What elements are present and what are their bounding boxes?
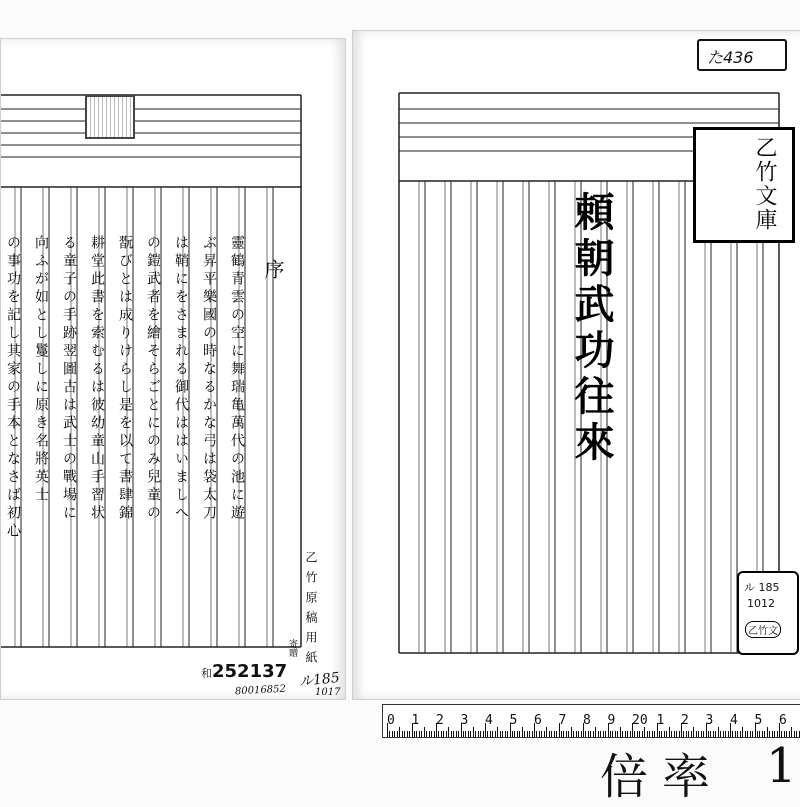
preface-column: 向ふが如とし鬘しに原き名將英士: [33, 235, 49, 505]
library-seal-text: 乙竹文庫: [752, 136, 777, 232]
ruler-tick: [407, 731, 408, 737]
ruler-tick: [732, 731, 733, 737]
call-number-tag: [697, 39, 787, 71]
ruler-tick: [637, 731, 638, 737]
ruler-tick: [737, 731, 738, 737]
ruler-tick: [404, 731, 405, 737]
ruler-tick: [634, 731, 635, 737]
catalog-number-prefix: 和: [201, 667, 212, 680]
small-seal-stamp: [85, 95, 135, 139]
ruler-tick: [686, 731, 687, 737]
ruler-tick: [784, 731, 785, 737]
manuscript-paper-label: 乙竹原稿用紙: [304, 551, 318, 671]
ruler-tick: [789, 731, 790, 737]
right-manuscript-page: [352, 30, 800, 700]
ruler-tick: [698, 731, 699, 737]
ruler-tick: [451, 731, 452, 737]
ruler-digit: 7: [558, 713, 567, 728]
ruler-tick: [456, 731, 457, 737]
ruler-tick: [434, 731, 435, 737]
ruler-tick: [772, 731, 773, 737]
ruler-tick: [794, 731, 795, 737]
ruler-tick: [529, 731, 530, 737]
ruler-tick: [757, 731, 758, 737]
ruler-tick: [759, 731, 760, 737]
ruler-tick: [669, 727, 670, 737]
ruler-digit: 2: [681, 713, 689, 728]
ruler-tick: [742, 727, 743, 737]
ruler-tick: [647, 731, 648, 737]
ruler-tick: [470, 731, 471, 737]
ruler-tick: [549, 731, 550, 737]
ruler-tick: [723, 731, 724, 737]
ruler-tick: [679, 731, 680, 737]
measurement-ruler: [382, 704, 800, 738]
ruler-tick: [652, 731, 653, 737]
ruler-tick: [713, 731, 714, 737]
ruler-tick: [781, 731, 782, 737]
ruler-tick: [500, 731, 501, 737]
ruler-tick: [416, 731, 417, 737]
ruler-tick: [541, 731, 542, 737]
ruler-tick: [527, 731, 528, 737]
ruler-tick: [745, 731, 746, 737]
ruler-tick: [522, 727, 523, 737]
ruler-tick: [421, 731, 422, 737]
ruler-digit: 20: [632, 713, 648, 728]
ruler-tick: [639, 731, 640, 737]
ruler-tick: [610, 731, 611, 737]
ruler-tick: [448, 727, 449, 737]
ruler-tick: [429, 731, 430, 737]
ruler-tick: [519, 731, 520, 737]
ruler-tick: [718, 727, 719, 737]
ruler-tick: [683, 731, 684, 737]
ruler-tick: [769, 731, 770, 737]
ruler-tick: [764, 731, 765, 737]
ruler-tick: [691, 731, 692, 737]
ruler-tick: [507, 731, 508, 737]
ruler-digit: 5: [754, 713, 763, 728]
left-manuscript-page: [0, 38, 346, 700]
ruler-tick: [581, 731, 582, 737]
ruler-tick: [556, 731, 557, 737]
ruler-tick: [505, 731, 506, 737]
ruler-tick: [725, 731, 726, 737]
ruler-tick: [453, 731, 454, 737]
ruler-tick: [605, 731, 606, 737]
ruler-tick: [478, 731, 479, 737]
ruler-tick: [767, 727, 768, 737]
ruler-tick: [539, 731, 540, 737]
ruler-tick: [571, 727, 572, 737]
ruler-tick: [595, 727, 596, 737]
ruler-tick: [774, 731, 775, 737]
ruler-tick: [710, 731, 711, 737]
magnification-label: 倍率: [600, 749, 725, 805]
ruler-tick: [585, 731, 586, 737]
ruler-tick: [622, 731, 623, 737]
ruler-tick: [463, 731, 464, 737]
ruler-digit: 8: [583, 713, 591, 728]
ruler-tick: [799, 731, 800, 737]
ruler-tick: [402, 731, 403, 737]
ruler-tick: [786, 731, 787, 737]
ruler-tick: [796, 731, 797, 737]
ruler-tick: [468, 731, 469, 737]
ruler-tick: [630, 731, 631, 737]
red-library-seal: [693, 127, 795, 243]
ruler-tick: [708, 731, 709, 737]
ruler-tick: [671, 731, 672, 737]
donation-stamp-label: 寄贈: [287, 639, 297, 657]
ruler-digit: 3: [460, 713, 469, 728]
preface-heading: 序: [261, 259, 285, 279]
ruler-tick: [676, 731, 677, 737]
ruler-tick: [426, 731, 427, 737]
ruler-digit: 6: [779, 713, 787, 728]
ruler-tick: [397, 731, 398, 737]
ruler-tick: [475, 731, 476, 737]
preface-column: 靈鶴青雲の空に舞瑞亀萬代の池に遊: [229, 235, 245, 523]
ruler-tick: [777, 731, 778, 737]
ruler-tick: [446, 731, 447, 737]
ruler-tick: [419, 731, 420, 737]
ruler-tick: [492, 731, 493, 737]
ruler-tick: [568, 731, 569, 737]
ruler-tick: [747, 731, 748, 737]
ruler-tick: [409, 731, 410, 737]
ruler-digit: 9: [607, 713, 616, 728]
ruler-digit: 5: [509, 713, 518, 728]
label-line-3: 乙竹文: [745, 621, 781, 638]
label-line-1: ル 185: [744, 581, 780, 594]
ruler-tick: [617, 731, 618, 737]
shelf-mark-line1: ル185: [298, 669, 341, 691]
library-label-box: [737, 571, 799, 655]
ruler-tick: [664, 731, 665, 737]
ruler-tick: [554, 731, 555, 737]
ruler-digit: 1: [411, 713, 420, 728]
ruler-tick: [661, 731, 662, 737]
ruler-tick: [392, 731, 393, 737]
ruler-tick: [551, 731, 552, 737]
ruler-digit: 1: [656, 713, 665, 728]
ruler-tick: [512, 731, 513, 737]
ruler-tick: [740, 731, 741, 737]
ruler-tick: [414, 731, 415, 737]
handwritten-sub-number: 80016852: [234, 683, 287, 698]
ruler-tick: [735, 731, 736, 737]
ruler-digit: 4: [730, 713, 738, 728]
ruler-digit: 3: [705, 713, 714, 728]
ruler-tick: [752, 731, 753, 737]
book-title: 頼朝武功往來: [568, 191, 615, 467]
ruler-tick: [438, 731, 439, 737]
ruler-tick: [441, 731, 442, 737]
ruler-tick: [701, 731, 702, 737]
magnification-value: 1: [766, 738, 797, 794]
ruler-tick: [458, 731, 459, 737]
preface-column: 耕堂此書を索むるは彼幼童山手習状: [89, 235, 105, 523]
preface-column: は鞘にをさまれる御代ははいましへ: [173, 235, 189, 523]
catalog-number-value: 252137: [212, 661, 288, 682]
ruler-tick: [532, 731, 533, 737]
ruler-tick: [497, 727, 498, 737]
ruler-tick: [728, 731, 729, 737]
ruler-tick: [563, 731, 564, 737]
ruler-tick: [490, 731, 491, 737]
preface-column: 翫びとは成りけらし是を以て書肆錦: [117, 235, 133, 523]
ruler-tick: [696, 731, 697, 737]
ruler-tick: [720, 731, 721, 737]
ruler-tick: [590, 731, 591, 737]
ruler-tick: [615, 731, 616, 737]
shelf-mark-line2: 1017: [315, 687, 341, 698]
ruler-tick: [573, 731, 574, 737]
label-line-2: 1012: [747, 597, 775, 610]
ruler-tick: [598, 731, 599, 737]
ruler-tick: [502, 731, 503, 737]
ruler-tick: [588, 731, 589, 737]
ruler-tick: [480, 731, 481, 737]
ruler-tick: [649, 731, 650, 737]
ruler-tick: [544, 731, 545, 737]
ruler-tick: [688, 731, 689, 737]
ruler-digit: 0: [387, 713, 395, 728]
ruler-tick: [546, 727, 547, 737]
preface-column: の鎧武者を繪そらごとにのみ兒童の: [145, 235, 161, 523]
ruler-tick: [495, 731, 496, 737]
ruler-tick: [536, 731, 537, 737]
ruler-tick: [659, 731, 660, 737]
ruler-tick: [750, 731, 751, 737]
ruler-tick: [703, 731, 704, 737]
ruler-tick: [612, 731, 613, 737]
ruler-tick: [424, 727, 425, 737]
call-number-tag-text: た436: [707, 48, 754, 67]
ruler-tick: [443, 731, 444, 737]
ruler-tick: [654, 731, 655, 737]
ruler-tick: [394, 731, 395, 737]
ruler-tick: [399, 727, 400, 737]
ruler-digit: 6: [534, 713, 542, 728]
ruler-tick: [524, 731, 525, 737]
ruler-tick: [620, 727, 621, 737]
ruler-tick: [644, 727, 645, 737]
ruler-digit: 2: [436, 713, 444, 728]
preface-column: ぶ昇平樂國の時なるかな弓は袋太刀: [201, 235, 217, 523]
ruler-tick: [561, 731, 562, 737]
ruler-tick: [603, 731, 604, 737]
preface-column: る童子の手跡翌圖古は武士の戰場に: [61, 235, 77, 523]
catalog-number: [201, 661, 287, 682]
ruler-tick: [627, 731, 628, 737]
ruler-tick: [593, 731, 594, 737]
ruler-tick: [576, 731, 577, 737]
ruler-tick: [666, 731, 667, 737]
ruler-tick: [473, 727, 474, 737]
ruler-tick: [389, 731, 390, 737]
ruler-tick: [431, 731, 432, 737]
ruler-tick: [578, 731, 579, 737]
ruler-tick: [715, 731, 716, 737]
ruler-tick: [483, 731, 484, 737]
ruler-tick: [487, 731, 488, 737]
ruler-tick: [566, 731, 567, 737]
ruler-tick: [625, 731, 626, 737]
ruler-tick: [762, 731, 763, 737]
ruler-tick: [514, 731, 515, 737]
ruler-tick: [517, 731, 518, 737]
ruler-tick: [674, 731, 675, 737]
ruler-digit: 4: [485, 713, 493, 728]
ruler-tick: [600, 731, 601, 737]
ruler-tick: [693, 727, 694, 737]
preface-column: の事功を記し其家の手本となさば初心: [5, 235, 21, 541]
ruler-tick: [642, 731, 643, 737]
ruler-tick: [465, 731, 466, 737]
ruler-tick: [791, 727, 792, 737]
